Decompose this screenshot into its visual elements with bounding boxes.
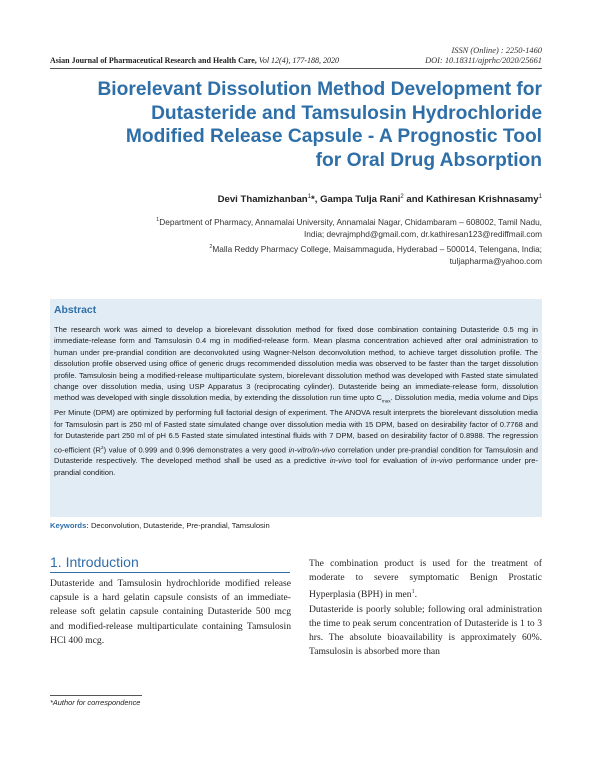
- affil-text: Department of Pharmacy, Annamalai University, Annamalai Nagar, Chidambaram – 608002, Tamil Nadu,: [159, 216, 542, 227]
- separator: ,: [314, 194, 321, 206]
- reference-mark: 1: [411, 589, 415, 596]
- paragraph-seg: .: [414, 589, 417, 601]
- intro-left-column: [50, 577, 291, 648]
- abstract-italic: in-vivo: [329, 456, 352, 466]
- author-name: Gampa Tulja Rani: [320, 194, 401, 206]
- abstract-seg: correlation under pre-prandial condition for Tamsulosin and Dutasteride respectively. The developed method shall be used as a predictive: [54, 445, 538, 466]
- corresponding-mark: *: [311, 194, 315, 206]
- abstract-italic: in-vivo: [430, 456, 453, 466]
- affiliation-line: India; devrajmphd@gmail.com, dr.kathiresan123@rediffmail.com: [303, 229, 542, 240]
- affil-number: 1: [156, 217, 160, 223]
- intro-right-column: [309, 557, 542, 660]
- affil-number: 2: [209, 243, 213, 250]
- affiliation-line: tuljapharma@yahoo.com: [449, 256, 542, 267]
- authors: [218, 194, 542, 205]
- affil-mark: 1: [307, 194, 311, 200]
- keywords-label: Keywords:: [50, 521, 89, 530]
- header-right: [425, 46, 542, 66]
- title-line: Dutasteride and Tamsulosin Hydrochloride: [151, 102, 542, 124]
- paragraph-seg: The combination product is used for the treatment of moderate to severe symptomatic Benign Prostatic Hyperplasia (BPH) in men: [309, 558, 542, 601]
- journal-name: Asian Journal of Pharmaceutical Research and Health Care,: [50, 56, 257, 65]
- journal-citation: [50, 56, 339, 65]
- abstract-seg: The research work was aimed to develop a biorelevant dissolution method for fixed dose combination containing Dutasteride 0.5 mg in immediate-release form and Tamsulosin 0.4 mg in modified-release form. Mean plasma concentration achieved after oral administration to human under pre-prandial condition are deconvoluted using Wagner-Nelson deconvolution method, to achieve target dissolution profile. The dissolution profile observed using office of generic drugs recommended dissolution media was observed to be faster than the target dissolution profile. Tamsulosin being a modified-release multiparticulate system, biorelevant dissolution method was developed with Fasted state simulated change over dissolution media, using USP Apparatus 3 (reciprocating cylinder). Dutasteride being an immediate-release form, dissolution method was developed with single dissolution media, by extending the dissolution run time upto C: [54, 325, 538, 403]
- header-rule: [50, 68, 542, 69]
- abstract-text: [54, 324, 538, 478]
- citation: Vol 12(4), 177-188, 2020: [258, 56, 340, 65]
- cmax-subscript: max: [381, 398, 391, 404]
- affil-mark: 2: [400, 194, 404, 200]
- paragraph: [309, 557, 542, 603]
- r2-superscript: 2: [101, 444, 104, 450]
- separator: and: [403, 194, 427, 206]
- paragraph: Dutasteride is poorly soluble; following oral administration the time to peak serum concentration of Dutasteride is 1 to 3 hrs. The absolute bioavailability is approximately 60%. Tamsulosin is absorbed more than: [309, 603, 542, 658]
- affiliations: [60, 214, 542, 268]
- paper-title: [60, 78, 542, 172]
- affiliation-line: [60, 241, 542, 255]
- title-line: for Oral Drug Absorption: [315, 149, 542, 171]
- footnote: *Author for correspondence: [50, 698, 141, 707]
- affil-mark: 1: [538, 194, 542, 200]
- issn: ISSN (Online) : 2250-1460: [451, 46, 542, 55]
- abstract-seg: . Dissolution media, media volume and Dips Per Minute (DPM) are optimized by performing full factorial design of experiment. The ANOVA result interprets the biorelevant dissolution media for Tamsulosin part is 250 ml of Fasted state simulated change over dissolution media with 15 DPM, based on desirability factor of 0.7768 and for Dutasteride part 250 ml of pH 6.5 Fasted state simulated intestinal fluids with 7 DPM, based on desirability factor of 0.8988. The regression co-efficient (R: [54, 393, 538, 455]
- keywords-text: Deconvolution, Dutasteride, Pre-prandial, Tamsulosin: [88, 521, 270, 530]
- footnote-rule: [50, 695, 142, 696]
- title-line: Modified Release Capsule - A Prognostic Tool: [125, 126, 542, 147]
- abstract-seg: tool for evaluation of: [351, 456, 431, 466]
- abstract-heading: Abstract: [54, 305, 97, 316]
- author-name: Kathiresan Krishnasamy: [426, 194, 539, 206]
- section-heading-introduction: 1. Introduction: [50, 554, 139, 570]
- abstract-seg: ) value of 0.999 and 0.996 demonstrates a very good: [103, 445, 289, 455]
- keywords: [50, 521, 270, 530]
- author-name: Devi Thamizhanban: [217, 194, 308, 206]
- abstract-italic: in-vitro/in-vivo: [288, 445, 336, 455]
- affiliation-line: [60, 214, 542, 228]
- affil-text: Malla Reddy Pharmacy College, Maisammaguda, Hyderabad – 500014, Telengana, India;: [212, 243, 542, 254]
- section-rule: [50, 572, 290, 573]
- doi: DOI: 10.18311/ajprhc/2020/25661: [425, 56, 542, 65]
- paragraph: Dutasteride and Tamsulosin hydrochloride modified release capsule is a hard gelatin capsule consists of an immediate-release soft gelatin capsule containing Dutasteride 500 mcg and modified-release multiparticulate containing Tamsulosin HCl 400 mcg.: [50, 578, 291, 646]
- abstract-seg: performance under pre-prandial condition.: [54, 456, 538, 477]
- title-line: Biorelevant Dissolution Method Development for: [97, 79, 542, 100]
